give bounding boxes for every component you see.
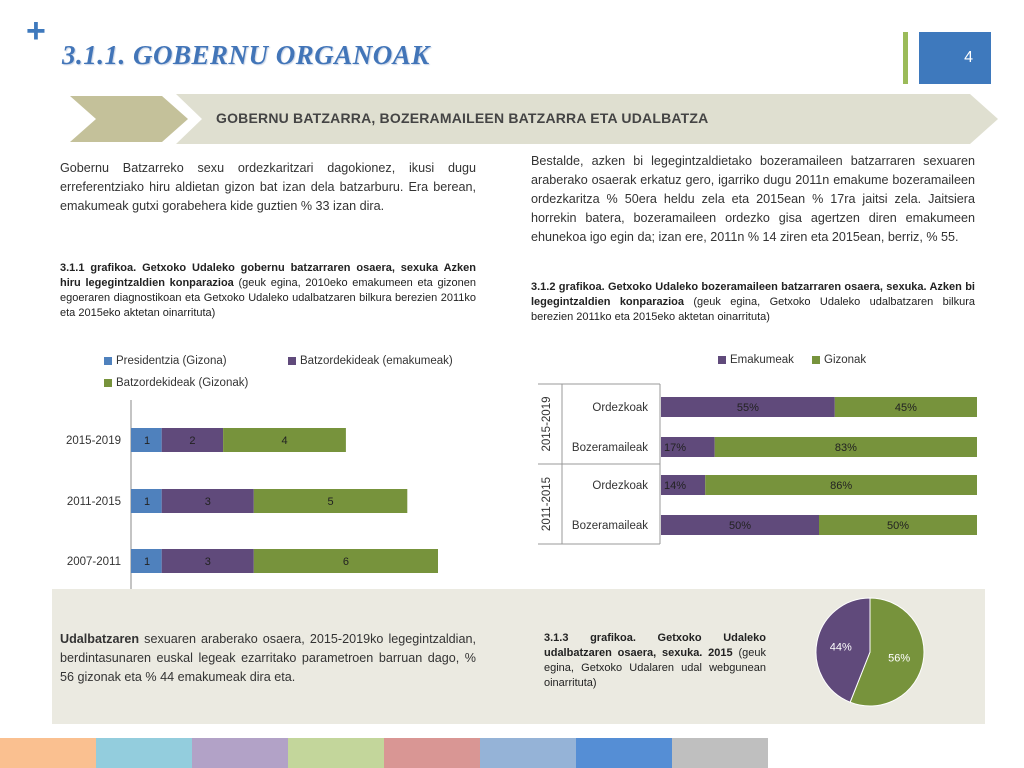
chart-spokespersons: [530, 380, 990, 550]
legend-label: Batzordekideak (Gizonak): [116, 377, 249, 389]
chart2-caption-source: (geuk egina, Getxoko Udaleko udalbatzaren bilkura berezien 2011ko eta 2015eko aktetan oinarrituta): [531, 296, 976, 323]
chart2-data-label: 17%: [663, 442, 687, 454]
chart1-caption-title: 3.1.1 grafikoa. Getxoko Udaleko gobernu batzarraren osaera, sexuka Azken hiru legegintzaldien konparazioa: [60, 262, 476, 289]
chart2-row-label: Bozeramaileak: [571, 520, 648, 532]
chart-governing-board: [40, 400, 480, 595]
section-heading: GOBERNU BATZARRA, BOZERAMAILEEN BATZARRA ETA UDALBATZA: [216, 110, 709, 126]
plus-icon: +: [26, 12, 46, 50]
legend-label: Presidentzia (Gizona): [116, 355, 227, 367]
chart1-data-label: 5: [327, 496, 334, 508]
chart1-caption: [60, 261, 476, 321]
footer-stripe: [0, 738, 96, 768]
footer-stripe: [384, 738, 480, 768]
left-paragraph: Gobernu Batzarreko sexu ordezkaritzari dagokionez, ikusi dugu erreferentziako hiru aldietan gizon bat izan dela batzarburu. Era berean, emakumeak gutxi gorabehera kide guztien % 33 izan dira.: [60, 161, 476, 213]
chart2-data-label: 50%: [728, 520, 752, 532]
footer-stripe: [480, 738, 576, 768]
chart3-caption-title: 3.1.3 grafikoa. Getxoko Udaleko udalbatzaren osaera, sexuka. 2015: [544, 632, 766, 659]
chart1-data-label: 3: [204, 556, 211, 568]
chart2-data-label: 86%: [830, 480, 853, 492]
chart1-category-label: 2007-2011: [66, 556, 121, 568]
legend-label: Batzordekideak (emakumeak): [300, 355, 453, 367]
chart2-row-label: Bozeramaileak: [571, 442, 648, 454]
chart2-data-label: 45%: [894, 402, 917, 414]
chart2-group-label: 2011-2015: [541, 476, 553, 532]
chart1-data-label: 3: [204, 496, 211, 508]
chart1-data-label: 6: [342, 556, 349, 568]
page-title: 3.1.1. GOBERNU ORGANOAK: [62, 40, 430, 70]
chart1-legend-2: [288, 355, 453, 367]
chart1-category-label: 2011-2015: [66, 496, 121, 508]
pie-label: 44%: [829, 641, 852, 654]
legend-swatch-purple: [288, 357, 296, 365]
chart2-data-label: 14%: [663, 480, 687, 492]
bottom-paragraph-text: sexuaren araberako osaera, 2015-2019ko legegintzaldian, berdintasunaren euskal legeak ezarritako parametroen barruan dago, % 56 gizonak eta % 44 emakumeak dira eta.: [60, 632, 476, 684]
legend-label: Gizonak: [824, 354, 867, 366]
chart2-group-label: 2015-2019: [541, 396, 553, 452]
chart1-category-label: 2015-2019: [66, 435, 121, 447]
legend-label: Emakumeak: [730, 354, 794, 366]
chart1-data-label: 2: [189, 435, 196, 447]
footer-stripe: [192, 738, 288, 768]
chart3-caption: [544, 631, 766, 691]
legend-swatch-purple: [718, 356, 726, 364]
chart1-caption-source: (geuk egina, 2010eko emakumeen eta gizonen egoeraren diagnostikoan eta Getxoko Udaleko udalbatzaren bilkura berezien 2011ko eta 2015eko aktetan oinarrituta): [60, 277, 476, 319]
chart1-legend-1: [104, 355, 227, 367]
banner-chevron-small: [70, 96, 188, 142]
footer-stripe: [576, 738, 672, 768]
chart2-caption-title: 3.1.2 grafikoa. Getxoko Udaleko bozeramaileen batzarraren osaera, sexuka. Azken bi legegintzaldien konparazioa: [531, 281, 975, 308]
bottom-paragraph: [60, 630, 476, 687]
chart2-row-label: Ordezkoak: [592, 402, 648, 414]
chart1-data-label: 1: [143, 556, 151, 568]
chart2-caption: [531, 280, 975, 325]
pie-label: 56%: [888, 652, 911, 665]
chart2-data-label: 83%: [834, 442, 857, 454]
chart2-data-label: 55%: [736, 402, 759, 414]
legend-swatch-green: [104, 379, 112, 387]
page-number: 4: [964, 49, 973, 66]
chart2-legend-2: [812, 354, 866, 366]
chart1-data-label: 4: [281, 435, 288, 447]
chart2-row-label: Ordezkoak: [592, 480, 648, 492]
right-paragraph: Bestalde, azken bi legegintzaldietako bozeramaileen batzarraren sexuaren araberako osaerak erkatuz gero, igarriko dugu 2011n emakume bozeramaileen ordezkaritza % 50era heldu zela eta 2015ean % 17ra jaitsi zela. Jaitsiera horrekin batera, bozeramaileen ordezko gisa agertzen diren emakumeen ehunekoa igo egin da; izan ere, 2011n % 14 ziren eta 2015ean, berriz, % 55.: [531, 154, 975, 244]
legend-swatch-blue: [104, 357, 112, 365]
accent-bar: [903, 32, 908, 84]
legend-swatch-green: [812, 356, 820, 364]
chart1-data-label: 1: [143, 496, 151, 508]
chart1-data-label: 1: [143, 435, 151, 447]
chart-council-pie: [808, 590, 934, 716]
chart1-legend-3: [104, 377, 248, 389]
footer-stripe: [288, 738, 384, 768]
page-number-box: [919, 32, 991, 84]
chart3-caption-source: (geuk egina, Getxoko Udalaren udal webgunean oinarrituta): [544, 647, 766, 689]
chart2-data-label: 50%: [886, 520, 910, 532]
footer-stripe: [96, 738, 192, 768]
chart2-legend-1: [718, 354, 794, 366]
bottom-paragraph-bold: Udalbatzaren: [60, 632, 140, 646]
footer-stripe: [672, 738, 768, 768]
